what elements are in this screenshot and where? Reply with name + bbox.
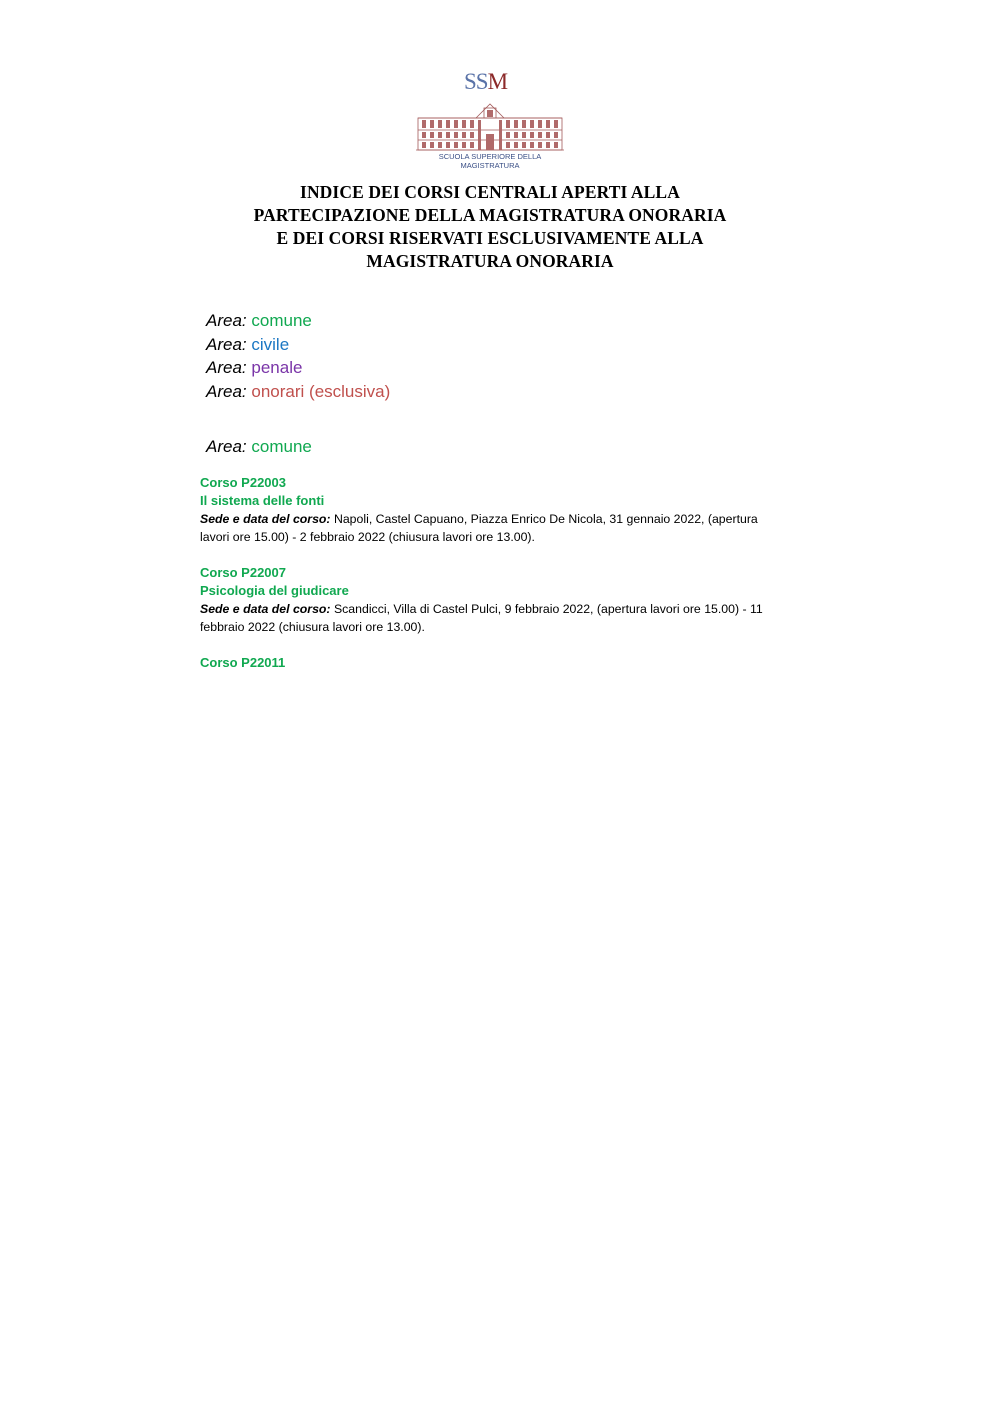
area-name: civile xyxy=(251,334,290,354)
area-label: Area: xyxy=(206,381,247,401)
logo-monogram-m: M xyxy=(487,69,508,94)
course-code: Corso P22007 xyxy=(200,565,286,580)
area-label: Area: xyxy=(206,311,247,330)
course-detail-text: Napoli, Castel Capuano, Piazza Enrico De Nicola, 31 gennaio 2022, (apertura lavori ore 15.00) - 2 febbraio 2022 (chiusura lavori ore 13.00). xyxy=(200,512,758,544)
area-name: penale xyxy=(251,358,303,377)
area-item-onorari xyxy=(206,380,390,404)
area-suffix: (esclusiva) xyxy=(309,381,391,401)
course-entry xyxy=(200,654,790,672)
section-heading xyxy=(206,435,312,458)
ssm-logo xyxy=(414,68,566,170)
course-entry xyxy=(200,474,790,546)
course-entry xyxy=(200,564,790,636)
area-label: Area: xyxy=(206,358,247,377)
logo-monogram xyxy=(464,70,518,94)
area-name: comune xyxy=(251,311,312,330)
course-title: Psicologia del giudicare xyxy=(200,583,349,598)
document-title xyxy=(180,181,800,273)
course-detail xyxy=(200,510,790,546)
course-code: Corso P22003 xyxy=(200,475,286,490)
title-line: MAGISTRATURA ONORARIA xyxy=(366,251,614,271)
course-code: Corso P22011 xyxy=(200,655,286,670)
logo-caption: SCUOLA SUPERIORE DELLA MAGISTRATURA xyxy=(438,152,542,170)
title-line: PARTECIPAZIONE DELLA MAGISTRATURA ONORARIA xyxy=(253,205,727,225)
logo-monogram-ss: SS xyxy=(464,69,488,94)
course-title: Il sistema delle fonti xyxy=(200,493,325,508)
course-detail xyxy=(200,600,790,636)
title-line: INDICE DEI CORSI CENTRALI APERTI ALLA xyxy=(300,182,680,202)
area-item-comune xyxy=(206,309,390,333)
title-line: E DEI CORSI RISERVATI ESCLUSIVAMENTE ALLA xyxy=(276,228,704,248)
area-item-civile xyxy=(206,333,390,357)
area-index xyxy=(206,309,390,403)
course-detail-label: Sede e data del corso: xyxy=(200,602,331,616)
section-label: Area: xyxy=(206,437,247,456)
course-detail-text: Scandicci, Villa di Castel Pulci, 9 febbraio 2022, (apertura lavori ore 15.00) - 11 febbraio 2022 (chiusura lavori ore 13.00). xyxy=(200,602,763,634)
area-label: Area: xyxy=(206,334,247,354)
course-detail-label: Sede e data del corso: xyxy=(200,512,331,526)
area-item-penale xyxy=(206,356,390,380)
area-name: onorari xyxy=(251,381,305,401)
section-name: comune xyxy=(251,437,312,456)
building-icon xyxy=(414,96,566,152)
